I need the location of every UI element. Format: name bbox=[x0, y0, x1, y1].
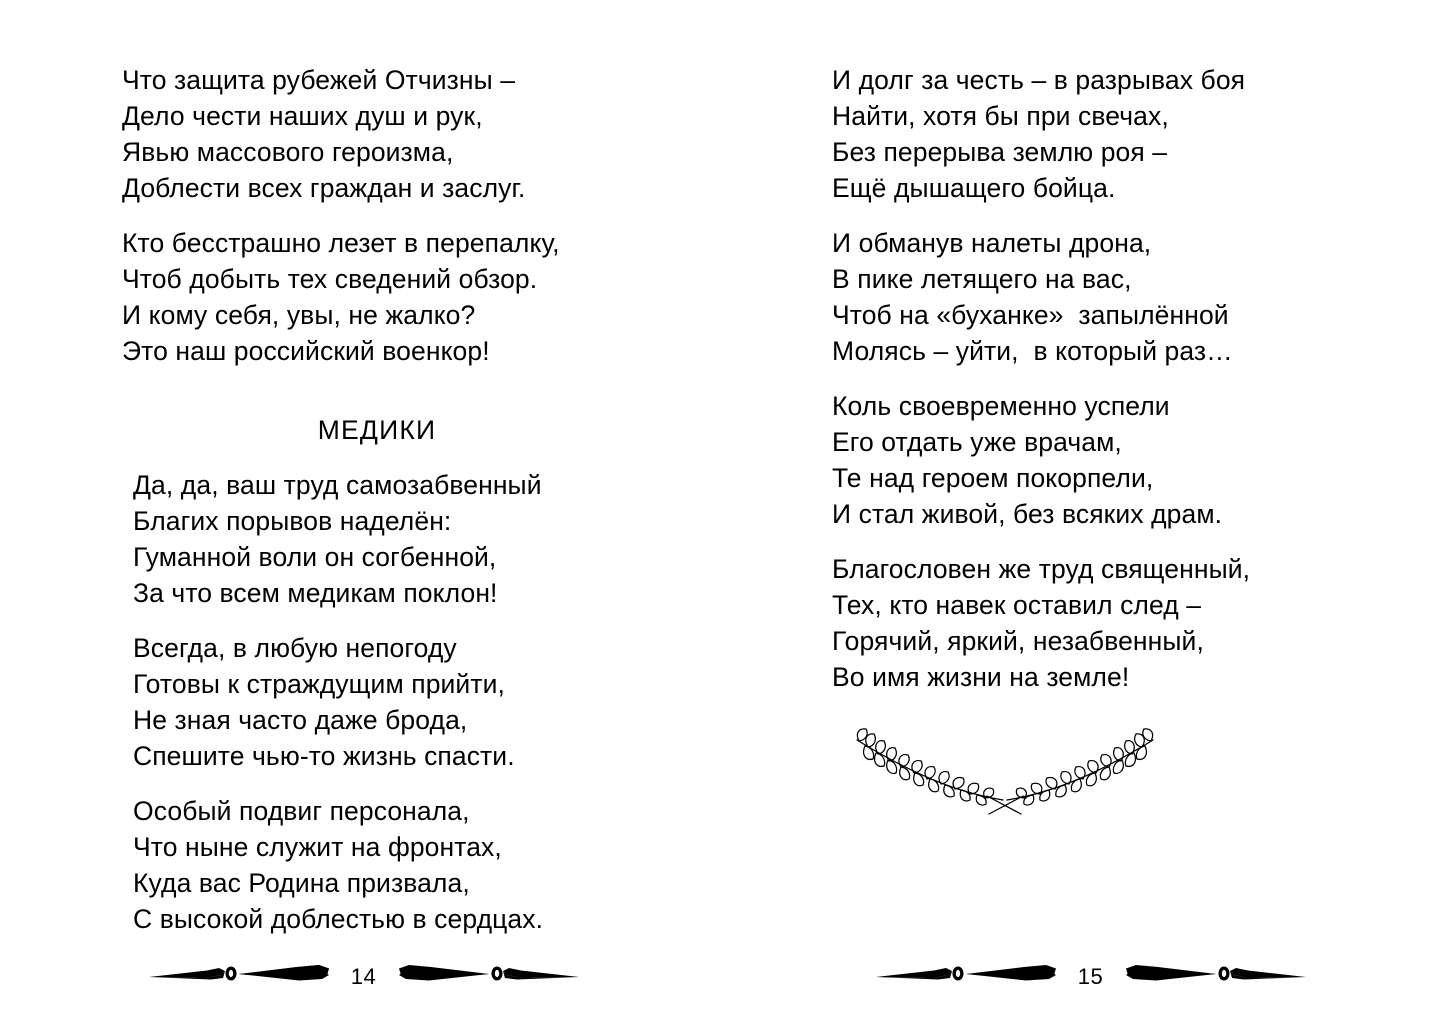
verse-line: Его отдать уже врачам, bbox=[832, 427, 1122, 457]
verse-line: И стал живой, без всяких драм. bbox=[832, 499, 1223, 529]
verse-line: Найти, хотя бы при свечах, bbox=[832, 101, 1169, 131]
verse-line: Доблести всех граждан и заслуг. bbox=[122, 173, 526, 203]
verse-line: С высокой доблестью в сердцах. bbox=[133, 904, 544, 934]
left-page-footer bbox=[0, 962, 727, 991]
right-page-text-column bbox=[832, 62, 1432, 695]
verse-line: Что ныне служит на фронтах, bbox=[133, 832, 502, 862]
right-page bbox=[727, 0, 1454, 1029]
verse-line: Ещё дышащего бойца. bbox=[832, 173, 1116, 203]
stanza-otchizna bbox=[122, 62, 722, 206]
laurel-wreath-ornament-icon bbox=[835, 726, 1175, 822]
dart-flourish-left-icon bbox=[874, 962, 1064, 991]
verse-line: И долг за честь – в разрывах боя bbox=[832, 65, 1246, 95]
page-number: 15 bbox=[1077, 963, 1104, 989]
right-page-footer bbox=[727, 962, 1454, 991]
dart-flourish-left-icon bbox=[147, 962, 337, 991]
stanza-trud-samozabvennyy bbox=[122, 467, 722, 611]
verse-line: Чтоб добыть тех сведений обзор. bbox=[122, 264, 538, 294]
poem-title-block bbox=[122, 388, 722, 448]
verse-line: И обманув налеты дрона, bbox=[832, 228, 1152, 258]
verse-line: За что всем медикам поклон! bbox=[133, 578, 498, 608]
verse-line: Горячий, яркий, незабвенный, bbox=[832, 626, 1204, 656]
verse-line: Благословен же труд священный, bbox=[832, 554, 1251, 584]
verse-line: И кому себя, увы, не жалко? bbox=[122, 300, 476, 330]
verse-line: Спешите чью-то жизнь спасти. bbox=[133, 741, 515, 771]
poem-title-mediki: МЕДИКИ bbox=[317, 415, 437, 445]
stanza-svoevremenno-uspeli bbox=[832, 388, 1432, 532]
verse-line: Что защита рубежей Отчизны – bbox=[122, 65, 516, 95]
verse-line: Куда вас Родина призвала, bbox=[133, 868, 470, 898]
page-number: 14 bbox=[350, 963, 377, 989]
left-page-text-column bbox=[122, 62, 722, 937]
verse-line: Во имя жизни на земле! bbox=[832, 662, 1130, 692]
verse-line: Это наш российский военкор! bbox=[122, 336, 490, 366]
verse-line: Тех, кто навек оставил след – bbox=[832, 590, 1202, 620]
stanza-dolg-za-chest bbox=[832, 62, 1432, 206]
verse-line: Да, да, ваш труд самозабвенный bbox=[133, 470, 542, 500]
verse-line: Те над героем покорпели, bbox=[832, 463, 1154, 493]
verse-line: Готовы к страждущим прийти, bbox=[133, 669, 505, 699]
verse-line: Дело чести наших душ и рук, bbox=[122, 101, 483, 131]
dart-flourish-right-icon bbox=[391, 962, 581, 991]
verse-line: Особый подвиг персонала, bbox=[133, 796, 470, 826]
verse-line: Молясь – уйти, в который раз… bbox=[832, 336, 1233, 366]
verse-line: Чтоб на «буханке» запылённой bbox=[832, 300, 1229, 330]
verse-line: Кто бесстрашно лезет в перепалку, bbox=[122, 228, 560, 258]
stanza-obmanuv-drona bbox=[832, 225, 1432, 369]
verse-line: Коль своевременно успели bbox=[832, 391, 1170, 421]
verse-line: Гуманной воли он согбенной, bbox=[133, 542, 497, 572]
stanza-voenkor bbox=[122, 225, 722, 369]
stanza-vsegda-nepogodu bbox=[122, 630, 722, 774]
verse-line: Не зная часто даже брода, bbox=[133, 705, 468, 735]
stanza-osobyy-podvig bbox=[122, 793, 722, 937]
verse-line: Благих порывов наделён: bbox=[133, 506, 452, 536]
verse-line: Всегда, в любую непогоду bbox=[133, 633, 457, 663]
verse-line: В пике летящего на вас, bbox=[832, 264, 1132, 294]
verse-line: Без перерыва землю роя – bbox=[832, 137, 1168, 167]
stanza-blagosloven-trud bbox=[832, 551, 1432, 695]
dart-flourish-right-icon bbox=[1118, 962, 1308, 991]
verse-line: Явью массового героизма, bbox=[122, 137, 454, 167]
